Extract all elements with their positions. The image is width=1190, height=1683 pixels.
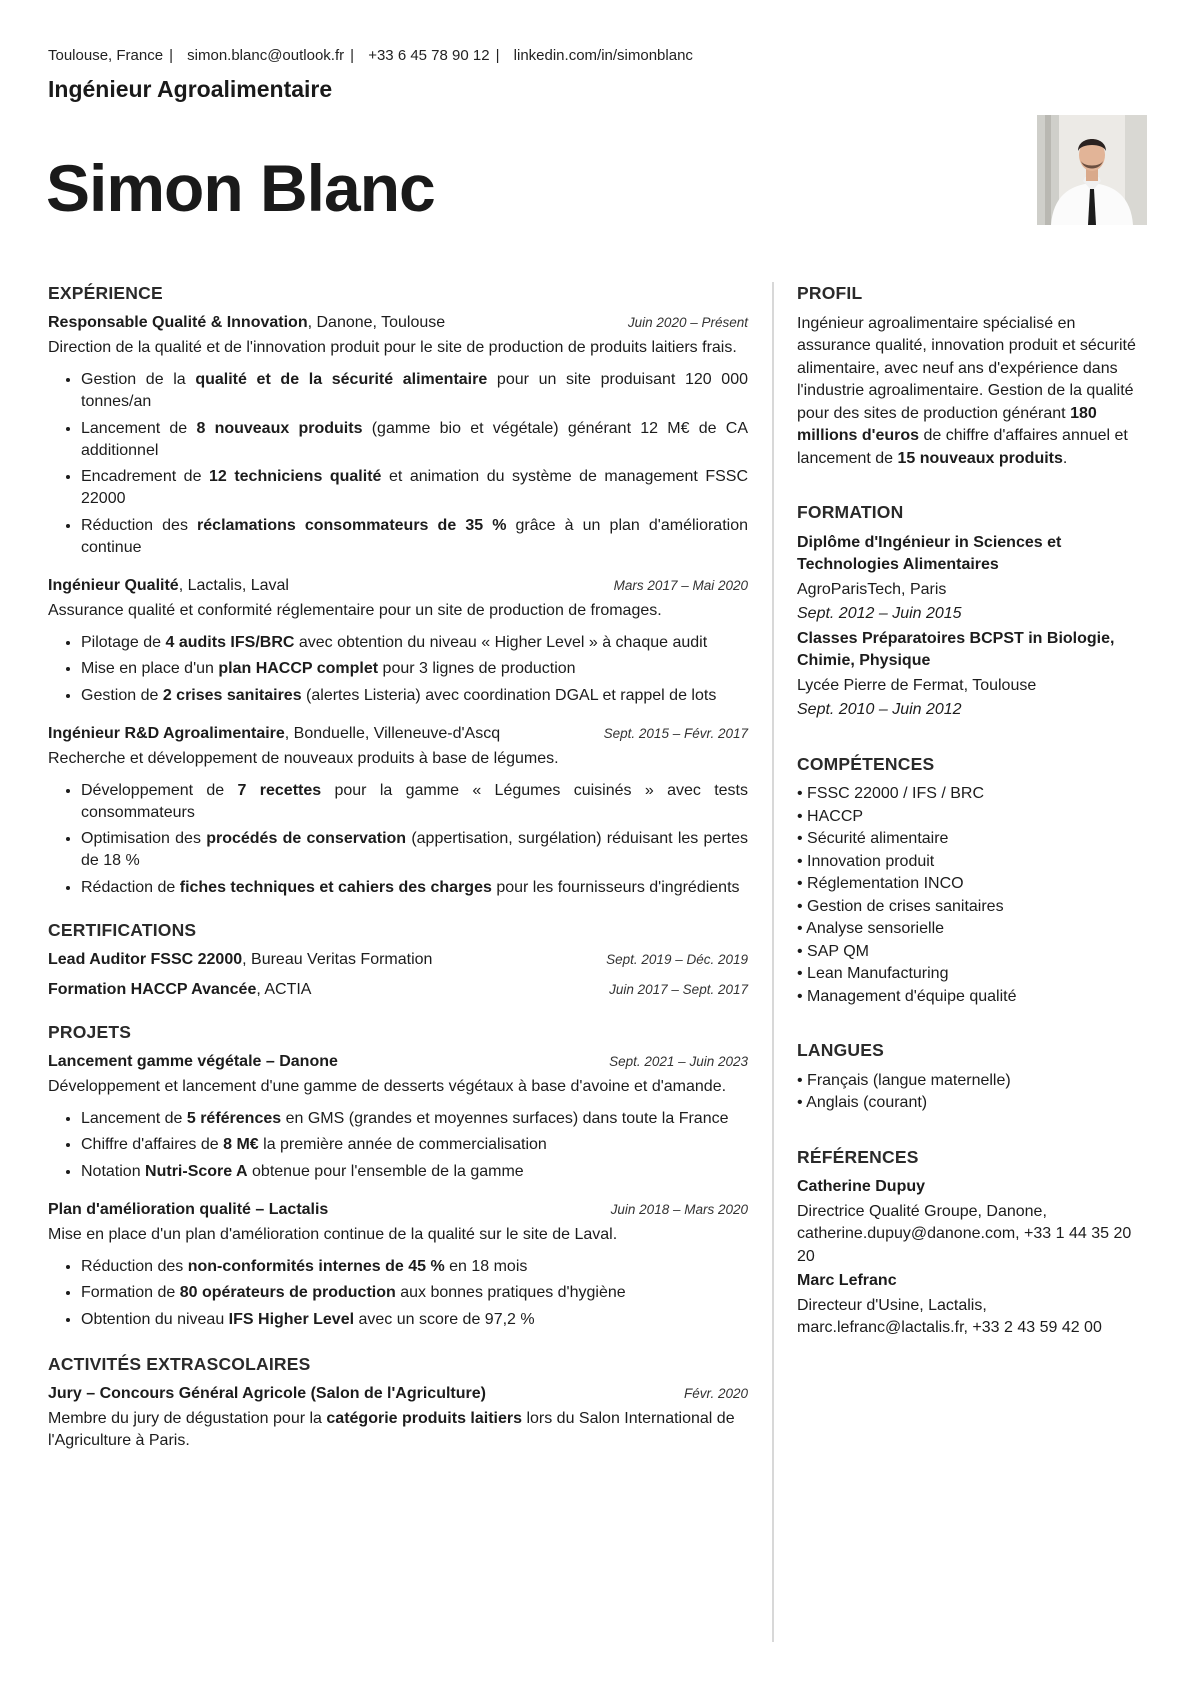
job-role: Ingénieur Qualité (48, 576, 179, 594)
activity-date: Févr. 2020 (683, 1385, 748, 1401)
skills-section (797, 753, 1149, 1009)
job-org: , Danone, Toulouse (307, 314, 446, 331)
projects-section (48, 1021, 748, 1331)
references-section (797, 1146, 1149, 1340)
project-entry (48, 1199, 748, 1331)
education-section (797, 501, 1149, 722)
project-entry (48, 1051, 748, 1183)
list-item: • Gestion de la qualité et de la sécurité alimentaire pour un site produisant 120 000 tonnes/an (81, 369, 748, 413)
main-column (48, 282, 748, 1472)
list-item: • Lancement de 5 références en GMS (grandes et moyennes surfaces) dans toute la France (81, 1108, 748, 1130)
job-description: Recherche et développement de nouveaux produits à base de légumes. (48, 749, 559, 767)
job-role: Ingénieur R&D Agroalimentaire (48, 724, 285, 742)
experience-entry (48, 723, 748, 899)
section-heading: RÉFÉRENCES (797, 1146, 919, 1167)
profile-photo (1037, 115, 1147, 225)
reference-details: Directrice Qualité Groupe, Danone, catherine.dupuy@danone.com, +33 1 44 35 20 20 (797, 1202, 1132, 1265)
section-heading: CERTIFICATIONS (48, 919, 197, 940)
job-description: Assurance qualité et conformité réglementaire pour un site de production de fromages. (48, 601, 662, 619)
list-item: • Réduction des non-conformités internes de 45 % en 18 mois (81, 1256, 748, 1278)
certification-org: , ACTIA (256, 980, 312, 998)
education-degree: Diplôme d'Ingénieur in Sciences et Technologies Alimentaires (797, 533, 1062, 573)
job-date: Sept. 2015 – Févr. 2017 (603, 725, 748, 741)
profile-section (797, 282, 1149, 470)
education-degree: Classes Préparatoires BCPST in Biologie, Chimie, Physique (797, 629, 1115, 669)
section-heading: PROFIL (797, 283, 863, 303)
section-heading: ACTIVITÉS EXTRASCOLAIRES (48, 1353, 311, 1374)
list-item: • Développement de 7 recettes pour la gamme « Légumes cuisinés » avec tests consommateurs (81, 780, 748, 824)
job-description: Direction de la qualité et de l'innovation produit pour le site de production de produits laitiers frais. (48, 339, 737, 356)
contact-email[interactable]: simon.blanc@outlook.fr (187, 47, 345, 64)
languages-section (797, 1039, 1149, 1115)
contact-separator: | (169, 47, 173, 64)
profile-photo-illustration (1037, 115, 1147, 225)
skill-item: • Réglementation INCO (797, 875, 964, 892)
skill-item: • Sécurité alimentaire (797, 830, 949, 847)
candidate-name: Simon Blanc (46, 151, 435, 225)
activity-description: Membre du jury de dégustation pour la catégorie produits laitiers lors du Salon International de l'Agriculture à Paris. (48, 1409, 735, 1449)
contact-separator: | (495, 47, 500, 64)
column-divider (772, 282, 774, 1642)
contact-separator: | (350, 47, 355, 64)
certification-name: Formation HACCP Avancée (48, 980, 257, 998)
experience-entry (48, 312, 748, 559)
skill-item: • Gestion de crises sanitaires (797, 897, 1004, 915)
job-role: Responsable Qualité & Innovation (48, 314, 308, 331)
education-date: Sept. 2010 – Juin 2012 (797, 701, 962, 718)
certification-entry (48, 979, 748, 1001)
contact-location: Toulouse, France (48, 47, 164, 64)
certification-name: Lead Auditor FSSC 22000 (48, 950, 243, 968)
project-description: Développement et lancement d'une gamme de desserts végétaux à base d'avoine et d'amande. (48, 1077, 727, 1095)
job-org: , Lactalis, Laval (178, 576, 289, 594)
job-title: Ingénieur Agroalimentaire (48, 76, 333, 102)
skill-item: • FSSC 22000 / IFS / BRC (797, 785, 984, 802)
list-item: • Réduction des réclamations consommateurs de 35 % grâce à un plan d'amélioration continue (81, 515, 748, 559)
activity-title: Jury – Concours Général Agricole (Salon de l'Agriculture) (48, 1384, 486, 1402)
certification-org: , Bureau Veritas Formation (242, 950, 433, 968)
job-date: Mars 2017 – Mai 2020 (613, 577, 748, 593)
list-item: • Chiffre d'affaires de 8 M€ la première année de commercialisation (81, 1134, 748, 1156)
experience-section (48, 282, 748, 899)
contact-phone[interactable]: +33 6 45 78 90 12 (368, 47, 490, 64)
job-date: Juin 2020 – Présent (627, 315, 748, 330)
education-school: Lycée Pierre de Fermat, Toulouse (797, 676, 1037, 694)
list-item: • Obtention du niveau IFS Higher Level avec un score de 97,2 % (81, 1309, 748, 1331)
skill-item: • Innovation produit (797, 852, 935, 870)
section-heading: EXPÉRIENCE (48, 283, 163, 303)
list-item: • Pilotage de 4 audits IFS/BRC avec obtention du niveau « Higher Level » à chaque audit (81, 632, 748, 654)
skill-item: • HACCP (797, 807, 864, 825)
activities-section (48, 1353, 748, 1452)
section-heading: COMPÉTENCES (797, 753, 935, 774)
project-title: Plan d'amélioration qualité – Lactalis (48, 1200, 329, 1218)
reference-details: Directeur d'Usine, Lactalis, marc.lefranc@lactalis.fr, +33 2 43 59 42 00 (797, 1296, 1102, 1336)
list-item: • Gestion de 2 crises sanitaires (alertes Listeria) avec coordination DGAL et rappel de lots (81, 685, 748, 707)
project-title: Lancement gamme végétale – Danone (48, 1052, 338, 1070)
education-date: Sept. 2012 – Juin 2015 (797, 605, 962, 622)
skill-item: • Lean Manufacturing (797, 965, 949, 982)
certification-entry (48, 949, 748, 971)
skill-item: • SAP QM (797, 942, 869, 960)
sidebar-column (797, 282, 1149, 1371)
reference-name: Marc Lefranc (797, 1272, 897, 1289)
job-org: , Bonduelle, Villeneuve-d'Ascq (284, 724, 501, 742)
skill-item: • Management d'équipe qualité (797, 987, 1017, 1005)
certifications-section (48, 919, 748, 1001)
language-item: • Français (langue maternelle) (797, 1071, 1011, 1089)
section-heading: LANGUES (797, 1040, 884, 1060)
list-item: • Notation Nutri-Score A obtenue pour l'ensemble de la gamme (81, 1161, 748, 1183)
certification-date: Juin 2017 – Sept. 2017 (609, 981, 748, 997)
profile-text: Ingénieur agroalimentaire spécialisé en assurance qualité, innovation produit et sécurité alimentaire, avec neuf ans d'expérience dans l'industrie agroalimentaire. Gestion de la qualité pour des sites de production générant 180 millions d'euros de chiffre d'affaires annuel et lancement de 15 nouveaux produits. (797, 314, 1136, 467)
education-school: AgroParisTech, Paris (797, 580, 947, 598)
list-item: • Encadrement de 12 techniciens qualité et animation du système de management FSSC 22000 (81, 466, 748, 510)
list-item: • Lancement de 8 nouveaux produits (gamme bio et végétale) générant 12 M€ de CA additionnel (81, 418, 748, 462)
project-description: Mise en place d'un plan d'amélioration continue de la qualité sur le site de Laval. (48, 1225, 618, 1243)
reference-name: Catherine Dupuy (797, 1178, 926, 1195)
list-item: • Formation de 80 opérateurs de production aux bonnes pratiques d'hygiène (81, 1282, 748, 1304)
list-item: • Mise en place d'un plan HACCP complet pour 3 lignes de production (81, 658, 748, 680)
list-item: • Rédaction de fiches techniques et cahiers des charges pour les fournisseurs d'ingrédients (81, 877, 748, 899)
contact-linkedin[interactable]: linkedin.com/in/simonblanc (513, 47, 693, 64)
experience-entry (48, 575, 748, 707)
section-heading: FORMATION (797, 502, 904, 522)
certification-date: Sept. 2019 – Déc. 2019 (606, 951, 748, 967)
project-date: Juin 2018 – Mars 2020 (610, 1201, 748, 1217)
list-item: • Optimisation des procédés de conservation (appertisation, surgélation) réduisant les pertes de 18 % (81, 828, 748, 872)
section-heading: PROJETS (48, 1021, 132, 1042)
project-date: Sept. 2021 – Juin 2023 (609, 1053, 748, 1069)
contact-line (48, 47, 693, 64)
language-item: • Anglais (courant) (797, 1094, 928, 1111)
skill-item: • Analyse sensorielle (797, 920, 945, 937)
